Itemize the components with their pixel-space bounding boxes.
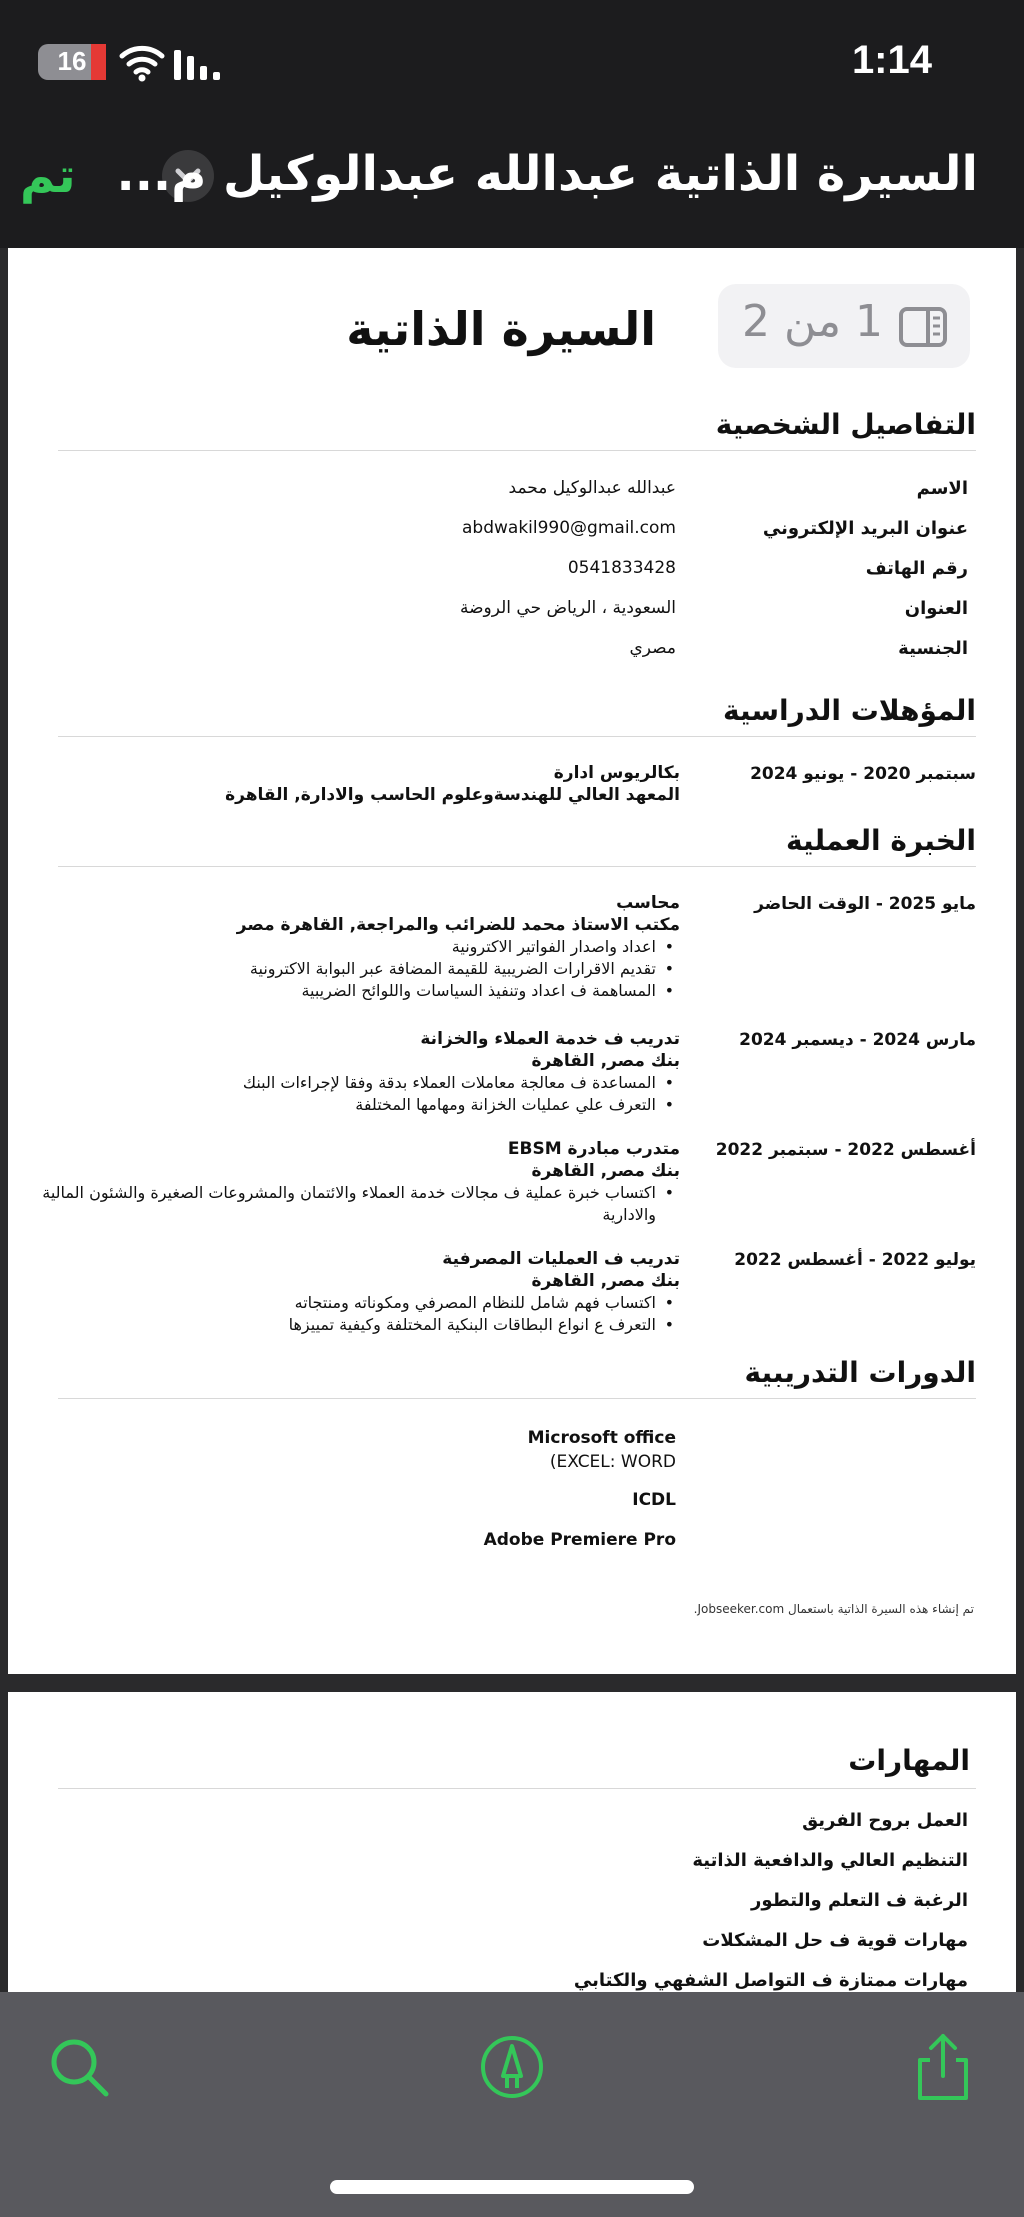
experience-date: مايو 2025 - الوقت الحاضر — [754, 894, 976, 914]
label-address: العنوان — [904, 598, 968, 619]
done-button[interactable]: تم — [20, 148, 76, 204]
skill-item: التنظيم العالي والدافعية الذاتية — [692, 1850, 968, 1871]
nav-bar — [0, 120, 1024, 248]
experience-entry — [40, 1248, 680, 1336]
section-divider — [58, 1398, 976, 1399]
wifi-icon — [118, 42, 166, 82]
section-divider — [58, 866, 976, 867]
value-phone: 0541833428 — [567, 558, 676, 578]
experience-bullet: • اعداد واصدار الفواتير الاكترونية — [40, 936, 680, 958]
experience-bullet: • المساهمة ف اعداد وتنفيذ السياسات واللوائح الضريبية — [40, 980, 680, 1002]
experience-org: مكتب الاستاذ محمد للضرائب والمراجعة, القاهرة مصر — [236, 915, 680, 935]
cv-title: السيرة الذاتية — [346, 302, 656, 356]
education-degree: بكالريوس ادارة — [553, 763, 680, 783]
value-address: السعودية ، الرياض حي الروضة — [459, 598, 676, 618]
experience-entry — [40, 1028, 680, 1116]
education-institution: المعهد العالي للهندسةوعلوم الحاسب والادارة, القاهرة — [225, 785, 680, 805]
status-time: 1:14 — [851, 38, 932, 82]
document-page-1 — [8, 248, 1016, 1674]
experience-bullet: • التعرف علي عمليات الخزانة ومهامها المختلفة — [40, 1094, 680, 1116]
generator-footnote: تم إنشاء هذه السيرة الذاتية باستعمال Jobseeker.com. — [693, 1602, 974, 1616]
section-divider — [58, 736, 976, 737]
experience-org: بنك مصر, القاهرة — [531, 1161, 680, 1181]
section-heading-education: المؤهلات الدراسية — [723, 694, 976, 727]
value-email: abdwakil990@gmail.com — [462, 518, 676, 538]
skill-item: العمل بروح الفريق — [802, 1810, 968, 1831]
experience-date: أغسطس 2022 - سبتمبر 2022 — [715, 1140, 976, 1160]
course-item — [528, 1426, 676, 1474]
section-divider — [58, 450, 976, 451]
course-detail: (EXCEL: WORD — [549, 1452, 676, 1472]
page-counter[interactable] — [718, 284, 970, 368]
search-icon[interactable] — [44, 2032, 114, 2102]
value-nationality: مصري — [629, 638, 676, 658]
label-email: عنوان البريد الإلكتروني — [762, 518, 968, 539]
course-item — [632, 1488, 676, 1512]
experience-bullet: • اكتساب فهم شامل للنظام المصرفي ومكوناته ومنتجاته — [40, 1292, 680, 1314]
label-nationality: الجنسية — [898, 638, 968, 659]
course-name: Microsoft office — [527, 1428, 676, 1448]
experience-org: بنك مصر, القاهرة — [531, 1271, 680, 1291]
experience-title: متدرب مبادرة EBSM — [507, 1139, 680, 1159]
section-heading-skills: المهارات — [848, 1744, 970, 1777]
experience-title: تدريب ف خدمة العملاء والخزانة — [420, 1029, 680, 1049]
home-indicator — [330, 2180, 694, 2194]
skill-item: مهارات ممتازة ف التواصل الشفهي والكتابي — [573, 1970, 968, 1991]
skill-item: الرغبة ف التعلم والتطور — [751, 1890, 968, 1911]
experience-date: مارس 2024 - ديسمبر 2024 — [739, 1030, 976, 1050]
sidebar-icon — [898, 306, 948, 348]
section-heading-courses: الدورات التدريبية — [744, 1356, 976, 1389]
status-bar — [0, 0, 1024, 120]
share-icon[interactable] — [908, 2032, 978, 2102]
section-heading-experience: الخبرة العملية — [786, 824, 976, 857]
experience-title: محاسب — [616, 893, 680, 913]
document-page-2 — [8, 1692, 1016, 1992]
value-name: عبدالله عبدالوكيل محمد — [508, 478, 676, 498]
experience-entry — [40, 1138, 680, 1226]
experience-bullet: • تقديم الاقرارات الضريبية للقيمة المضافة عبر البوابة الاكترونية — [40, 958, 680, 980]
experience-bullet: • اكتساب خبرة عملية ف مجالات خدمة العملاء والائتمان والمشروعات الصغيرة والشئون المالية والادارية — [40, 1182, 680, 1226]
section-heading-personal: التفاصيل الشخصية — [715, 408, 976, 441]
experience-bullet: • المساعدة ف معالجة معاملات العملاء بدقة وفقا لإجراءات البنك — [40, 1072, 680, 1094]
experience-title: تدريب ف العمليات المصرفية — [442, 1249, 680, 1269]
experience-entry — [40, 892, 680, 1002]
experience-org: بنك مصر, القاهرة — [531, 1051, 680, 1071]
label-phone: رقم الهاتف — [865, 558, 968, 579]
education-entry — [40, 762, 680, 806]
course-name: Adobe Premiere Pro — [483, 1530, 676, 1550]
label-name: الاسم — [916, 478, 968, 499]
battery-level: 16 — [57, 46, 87, 76]
experience-bullet: • التعرف ع انواع البطاقات البنكية المختلفة وكيفية تمييزها — [40, 1314, 680, 1336]
course-item — [484, 1528, 676, 1552]
experience-date: يوليو 2022 - أغسطس 2022 — [734, 1250, 976, 1270]
course-name: ICDL — [632, 1490, 676, 1510]
page-counter-label: 1 من 2 — [742, 296, 884, 347]
skill-item: مهارات قوية ف حل المشكلات — [702, 1930, 968, 1951]
markup-pen-icon[interactable] — [477, 2032, 547, 2102]
battery-icon — [38, 44, 106, 80]
education-date: سبتمبر 2020 - يونيو 2024 — [750, 764, 976, 784]
cellular-signal-icon — [172, 48, 224, 82]
section-divider — [58, 1788, 976, 1789]
document-title: السيرة الذاتية عبدالله عبدالوكيل م... — [116, 146, 978, 202]
